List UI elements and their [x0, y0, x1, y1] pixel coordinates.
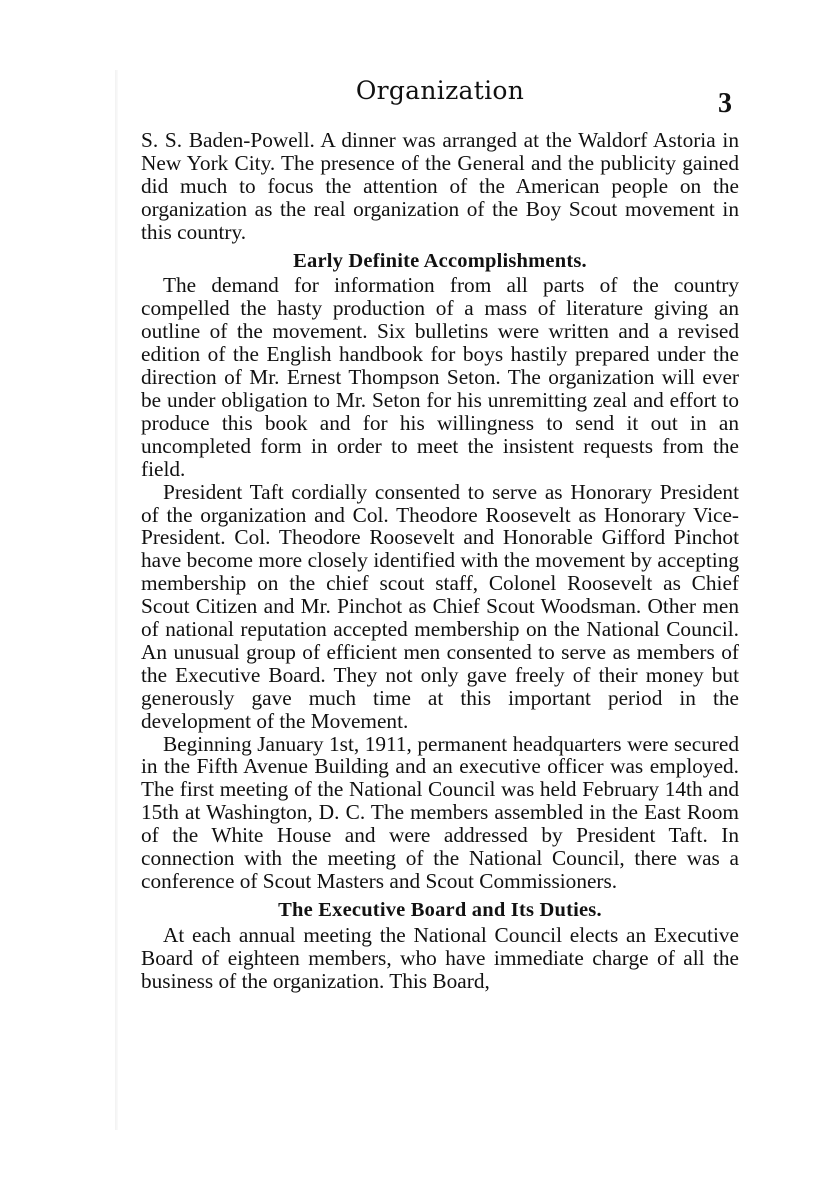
section-heading-accomplishments: Early Definite Accomplishments. — [293, 249, 587, 272]
running-head: Organization — [355, 76, 525, 105]
section-heading-executive-board: The Executive Board and Its Duties. — [278, 898, 602, 921]
page-gutter-shadow — [115, 70, 118, 1130]
page-number: 3 — [718, 88, 732, 119]
paragraph-president-taft: President Taft cordially consented to serve as Honorary President of the organization and Col. Theodore Roosevelt as Honorary Vice-President. Col. Theodore Roosevelt and Honorable Gifford Pinchot have become more closely identified with the movement by accepting membership on the chief scout staff, Colonel Roosevelt as Chief Scout Citizen and Mr. Pinchot as Chief Scout Woodsman. Other men of national reputation accepted membership on the National Council. An unusual group of efficient men consented to serve as members of the Executive Board. They not only gave freely of their money but generously gave much time at this important period in the development of the Movement. — [141, 479, 739, 733]
body-text — [141, 129, 739, 993]
paragraph-headquarters: Beginning January 1st, 1911, permanent headquarters were secured in the Fifth Avenue Building and an executive officer was employed. The first meeting of the National Council was held February 14th and 15th at Washington, D. C. The members assembled in the East Room of the White House and were addressed by President Taft. In connection with the meeting of the National Council, there was a conference of Scout Masters and Scout Commissioners. — [141, 731, 739, 893]
paragraph-demand-for-information: The demand for information from all parts of the country compelled the hasty production of a mass of literature giving an outline of the movement. Six bulletins were written and a revised edition of the English handbook for boys hastily prepared under the direction of Mr. Ernest Thompson Seton. The organization will ever be under obligation to Mr. Seton for his unremitting zeal and effort to produce this book and for his willingness to send it out in an uncompleted form in order to meet the insistent requests from the field. — [141, 273, 739, 481]
paragraph-continuation: S. S. Baden-Powell. A dinner was arranged at the Waldorf Astoria in New York City. The presence of the General and the publicity gained did much to focus the attention of the American people on the organization as the real organization of the Boy Scout movement in this country. — [141, 128, 739, 244]
paragraph-annual-meeting: At each annual meeting the National Council elects an Executive Board of eighteen members, who have immediate charge of all the business of the organization. This Board, — [141, 922, 739, 993]
